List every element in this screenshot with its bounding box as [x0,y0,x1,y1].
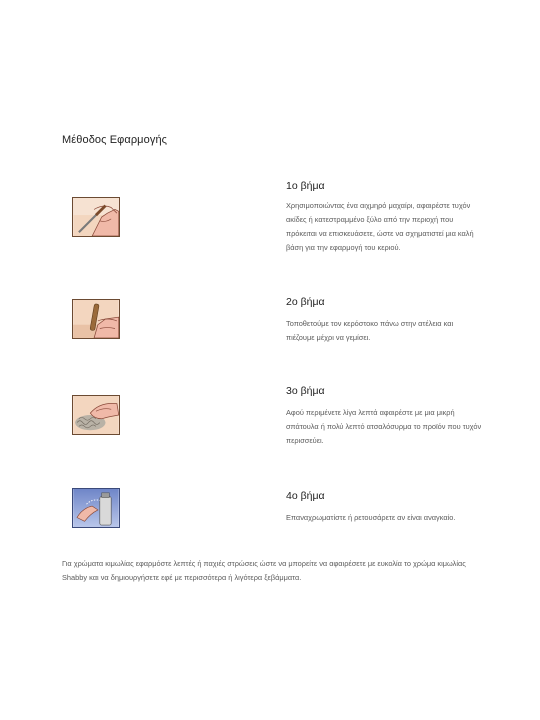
step-title: 2ο βήμα [286,296,325,308]
knife-scraping-icon [72,197,120,237]
wax-stick-press-icon [72,299,120,339]
step-description: Επαναχρωματίστε ή ρετουσάρετε αν είναι αναγκαίο. [286,513,456,522]
steel-wool-icon [72,395,120,435]
step-description: Τοποθετούμε τον κερόστοκο πάνω στην ατέλεια και πιέζουμε μέχρι να γεμίσει. [286,319,454,342]
spray-can-icon [72,488,120,528]
step-title: 4ο βήμα [286,490,325,502]
section-title: Μέθοδος Εφαρμογής [62,134,168,146]
step-title: 3ο βήμα [286,385,325,397]
step-description: Χρησιμοποιώντας ένα αιχμηρό μαχαίρι, αφαιρέστε τυχόν ακίδες ή κατεστραμμένο ξύλο από την περιοχή που πρόκειται να επισκευάσετε, ώστε να σχηματιστεί μια καλή βάση για την εφαρμογή του κεριού. [286,201,474,252]
step-title: 1ο βήμα [286,180,325,192]
application-note: Για χρώματα κιμωλίας εφαρμόστε λεπτές ή παχιές στρώσεις ώστε να μπορείτε να αφαιρέσετε με ευκολία το χρώμα κιμωλίας Shabby και να δημιουργήσετε εφέ με περισσότερα ή λιγότερα ξεβάμματα. [62,559,466,582]
step-description: Αφού περιμένετε λίγα λεπτά αφαιρέστε με μια μικρή σπάτουλα ή πολύ λεπτό ατσαλόσυρμα το προϊόν που τυχόν περισσεύει. [286,408,482,445]
